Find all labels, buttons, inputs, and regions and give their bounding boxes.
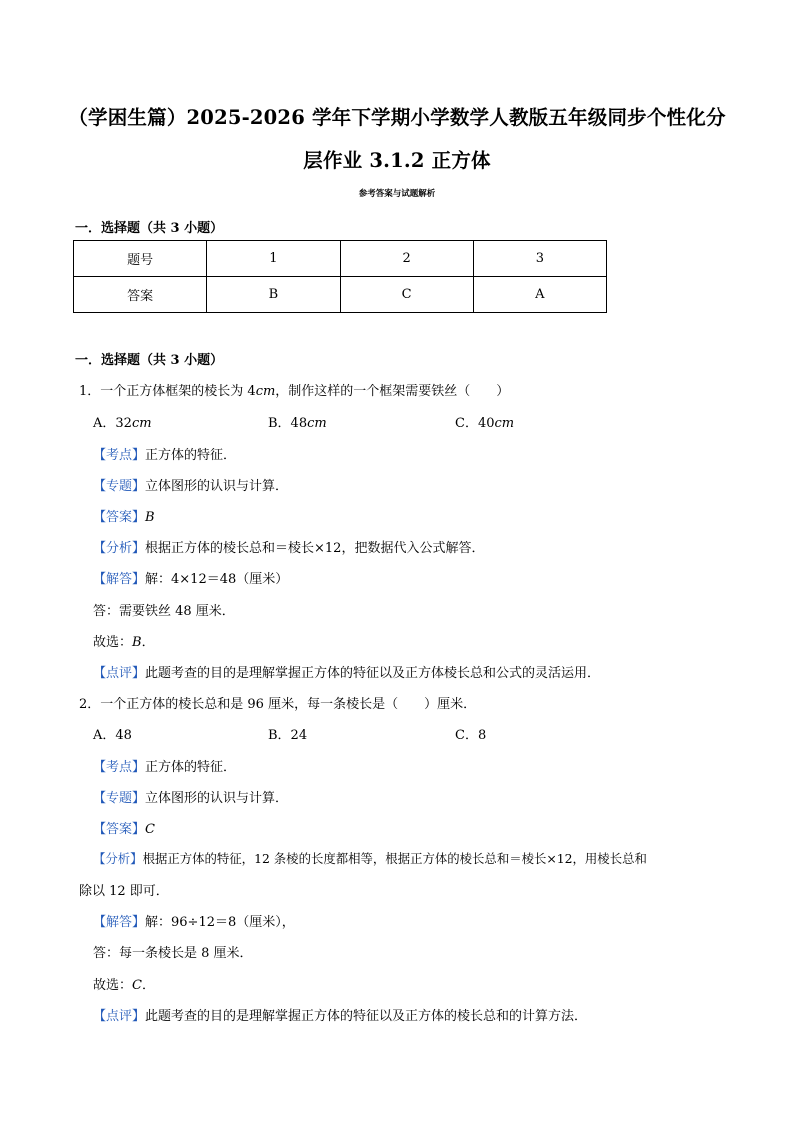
tag-label: 【点评】 (93, 666, 146, 681)
solution-text: 解：96÷12＝8（厘米）， (145, 915, 295, 930)
choice-value: B (132, 635, 142, 650)
option-label: A．32 (93, 416, 132, 431)
choice-prefix: 故选： (93, 978, 133, 993)
kaodian-text: 正方体的特征． (145, 448, 237, 463)
tag-label: 【专题】 (93, 791, 146, 806)
table-row (74, 241, 607, 277)
table-cell: 3 (473, 241, 606, 277)
question-1-zhuanti (93, 475, 288, 494)
question-1-analysis (93, 537, 484, 556)
unit-text: cm (131, 416, 152, 431)
answer-value: B (145, 510, 155, 525)
question-1-solution (93, 568, 288, 587)
analysis-text: 根据正方体的特征，12 条棱的长度都相等，根据正方体的棱长总和＝棱长×12，用棱长总和 (142, 851, 647, 866)
question-2-option-a: A．48 (93, 728, 132, 743)
question-1-reply: 答：需要铁丝 48 厘米． (93, 604, 235, 619)
question-2-solution (93, 911, 295, 930)
page-title-line2: 层作业 3.1.2 正方体 (303, 149, 491, 172)
tag-label: 【分析】 (93, 851, 143, 866)
table-cell: C (340, 277, 473, 313)
kaodian-text: 正方体的特征． (145, 760, 237, 775)
tag-label: 【考点】 (93, 760, 146, 775)
question-2-answer (93, 818, 155, 837)
unit-text: cm (494, 416, 515, 431)
tag-label: 【考点】 (93, 448, 146, 463)
question-1-option-a (93, 412, 152, 431)
question-2-analysis-cont: 除以 12 即可． (79, 884, 169, 899)
table-cell: 题号 (74, 241, 207, 277)
comment-text: 此题考查的目的是理解掌握正方体的特征以及正方体的棱长总和的计算方法． (145, 1009, 588, 1024)
page-title-line1: （学困生篇）2025-2026 学年下学期小学数学人教版五年级同步个性化分 (68, 106, 726, 129)
question-1-stem (79, 380, 509, 399)
question-1-comment (93, 662, 600, 681)
tag-label: 【专题】 (93, 479, 146, 494)
unit-text: cm (255, 384, 276, 399)
choice-end: ． (141, 635, 155, 650)
option-label: B．48 (268, 416, 308, 431)
tag-label: 【解答】 (93, 572, 146, 587)
page-subtitle: 参考答案与试题解析 (358, 189, 436, 199)
tag-label: 【答案】 (93, 510, 146, 525)
choice-prefix: 故选： (93, 635, 133, 650)
table-cell: 1 (207, 241, 340, 277)
question-1-answer (93, 506, 155, 525)
question-2-option-b: B．24 (268, 728, 308, 743)
question-1-kaodian (93, 444, 236, 463)
question-2-option-c: C．8 (455, 728, 487, 743)
table-cell: A (473, 277, 606, 313)
tag-label: 【点评】 (93, 1009, 146, 1024)
comment-text: 此题考查的目的是理解掌握正方体的特征以及正方体棱长总和公式的灵活运用． (145, 666, 601, 681)
question-1-option-b (268, 412, 327, 431)
tag-label: 【分析】 (93, 541, 146, 556)
choice-end: ． (141, 978, 155, 993)
question-2-stem: 2．一个正方体的棱长总和是 96 厘米，每一条棱长是（ ）厘米． (79, 697, 477, 712)
table-cell: B (207, 277, 340, 313)
question-2-reply: 答：每一条棱长是 8 厘米． (93, 946, 253, 961)
unit-text: cm (307, 416, 327, 431)
tag-label: 【答案】 (93, 822, 146, 837)
answer-table (73, 240, 607, 313)
question-2-choice (93, 974, 155, 993)
zhuanti-text: 立体图形的认识与计算． (145, 791, 289, 806)
tag-label: 【解答】 (93, 915, 146, 930)
answer-section-heading: 一．选择题（共 3 小题） (75, 221, 224, 236)
question-2-kaodian (93, 756, 236, 775)
zhuanti-text: 立体图形的认识与计算． (145, 479, 289, 494)
question-1-choice (93, 631, 155, 650)
question-1-stem-text-end: ，制作这样的一个框架需要铁丝（ ） (275, 384, 510, 399)
analysis-text: 根据正方体的棱长总和＝棱长×12，把数据代入公式解答． (145, 541, 485, 556)
table-cell: 答案 (74, 277, 207, 313)
question-2-analysis (93, 849, 647, 867)
detail-section-heading: 一．选择题（共 3 小题） (75, 353, 224, 368)
table-row (74, 277, 607, 313)
answer-value: C (145, 822, 155, 837)
option-label: C．40 (455, 416, 495, 431)
question-2-zhuanti (93, 787, 288, 806)
choice-value: C (132, 978, 142, 993)
solution-text: 解：4×12＝48（厘米） (145, 572, 289, 587)
question-1-stem-text: 1．一个正方体框架的棱长为 4 (79, 384, 256, 399)
table-cell: 2 (340, 241, 473, 277)
question-1-option-c (455, 412, 514, 431)
question-2-comment (93, 1005, 587, 1024)
